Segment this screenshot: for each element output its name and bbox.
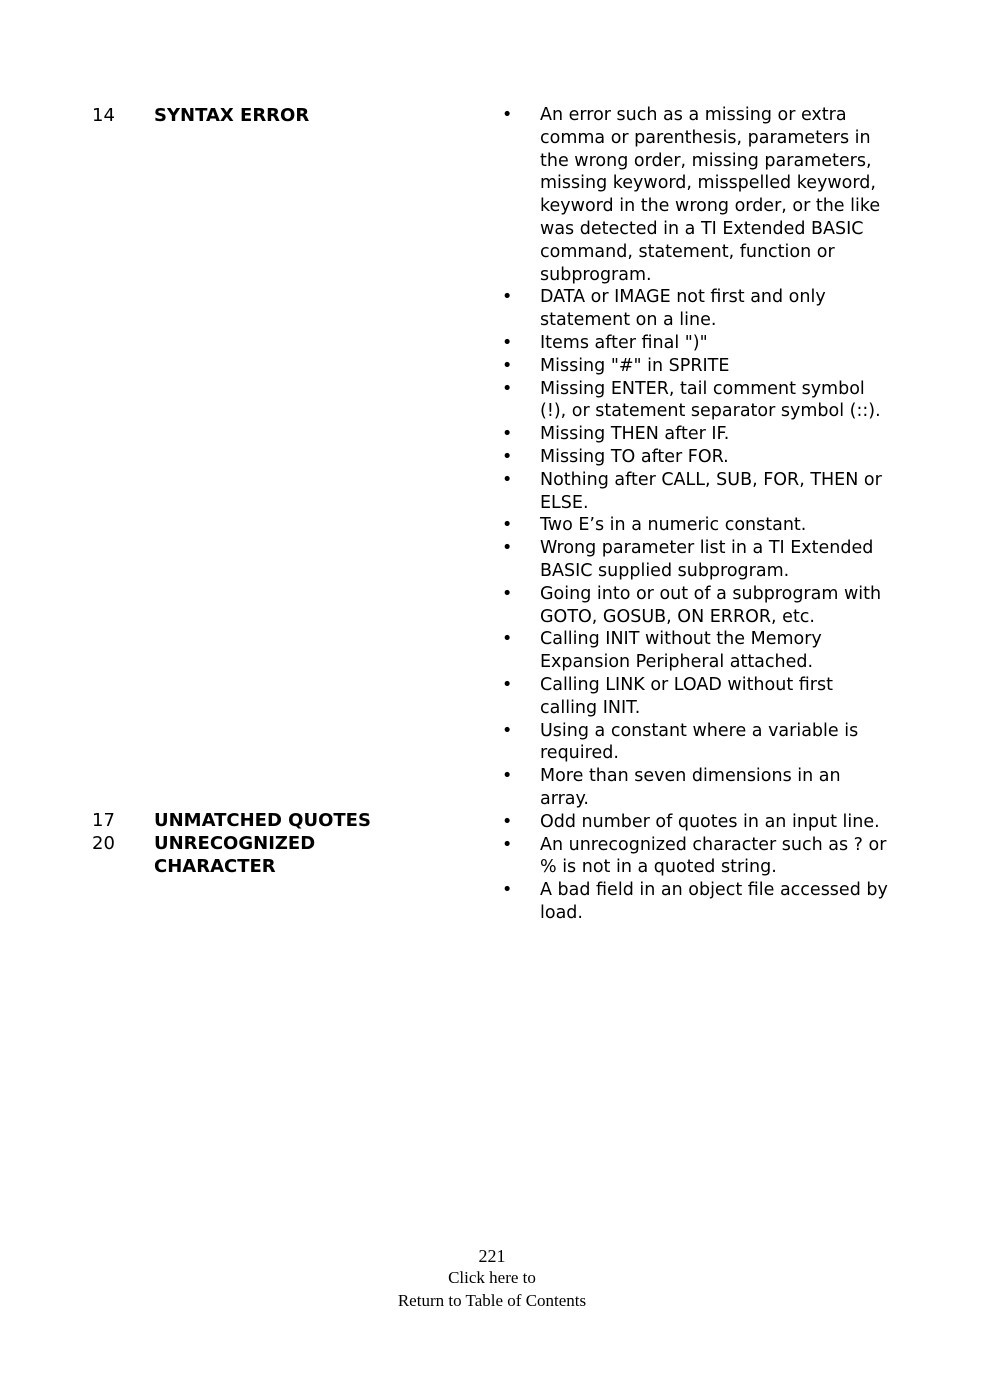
- bullet-item: • DATA or IMAGE not first and only statement on a line.: [480, 286, 890, 332]
- bullet-item: • Missing THEN after IF.: [480, 423, 890, 446]
- error-name-line-2: CHARACTER: [154, 856, 276, 877]
- error-code-14: 14: [92, 105, 115, 126]
- bullet-item: • Missing "#" in SPRITE: [480, 355, 890, 378]
- bullet-item: • Calling INIT without the Memory Expansion Peripheral attached.: [480, 628, 890, 674]
- error-name-unrecognized-character: [154, 832, 315, 878]
- error-name-line-1: UNRECOGNIZED: [154, 833, 316, 854]
- bullet-item: • An unrecognized character such as ? or % is not in a quoted string.: [480, 834, 890, 880]
- toc-link-line-2[interactable]: Return to Table of Contents: [397, 1291, 587, 1310]
- error-code-20: 20: [92, 833, 115, 854]
- error-name-unmatched-quotes: UNMATCHED QUOTES: [154, 810, 371, 831]
- bullet-item: • Nothing after CALL, SUB, FOR, THEN or ELSE.: [480, 469, 890, 515]
- bullet-item: • An error such as a missing or extra comma or parenthesis, parameters in the wrong order, missing parameters, missing keyword, misspelled keyword, keyword in the wrong order, or the like was detected in a TI Extended BASIC command, statement, function or subprogram.: [480, 104, 890, 286]
- bullet-item: • Calling LINK or LOAD without first calling INIT.: [480, 674, 890, 720]
- error-description-list: [480, 104, 890, 925]
- bullet-item: • Going into or out of a subprogram with GOTO, GOSUB, ON ERROR, etc.: [480, 583, 890, 629]
- bullet-item: • Missing TO after FOR.: [480, 446, 890, 469]
- bullet-item: • A bad field in an object file accessed by load.: [480, 879, 890, 925]
- bullet-item: • Two E’s in a numeric constant.: [480, 514, 890, 537]
- bullet-item: • Missing ENTER, tail comment symbol (!), or statement separator symbol (::).: [480, 378, 890, 424]
- bullet-item: • Wrong parameter list in a TI Extended BASIC supplied subprogram.: [480, 537, 890, 583]
- bullet-item: • Odd number of quotes in an input line.: [480, 811, 890, 834]
- bullet-item: • More than seven dimensions in an array.: [480, 765, 890, 811]
- error-name-syntax-error: SYNTAX ERROR: [154, 105, 310, 126]
- page-number: 221: [478, 1246, 506, 1266]
- toc-link-line-1[interactable]: Click here to: [448, 1268, 536, 1287]
- bullet-item: • Using a constant where a variable is required.: [480, 720, 890, 766]
- bullet-item: • Items after final ")": [480, 332, 890, 355]
- error-code-17: 17: [92, 810, 115, 831]
